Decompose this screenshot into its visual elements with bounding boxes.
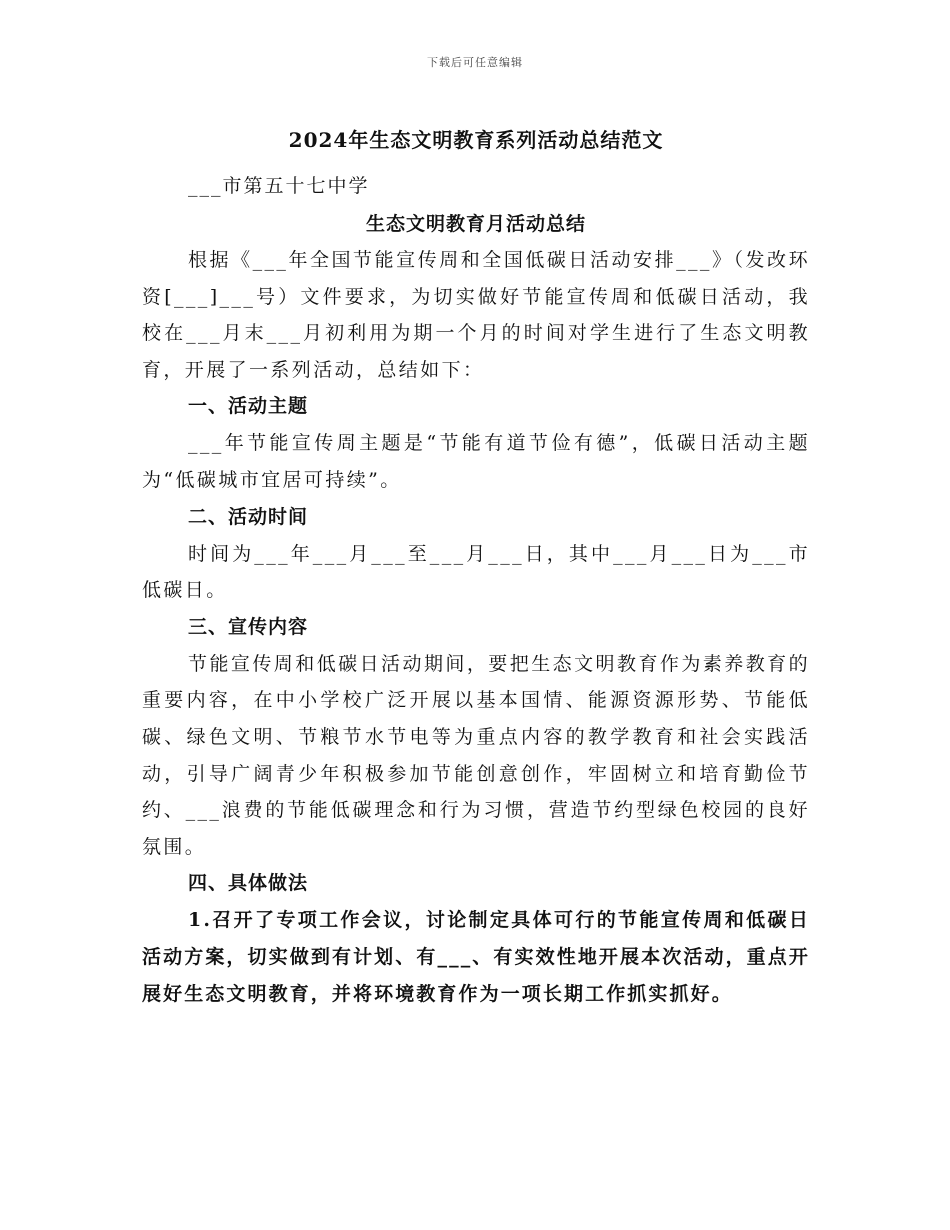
section-body-theme: ___年节能宣传周主题是“节能有道节俭有德”，低碳日活动主题为“低碳城市宜居可持续”。 <box>142 432 810 491</box>
section-body-time: 时间为___年___月___至___月___日，其中___月___日为___市低碳日。 <box>142 542 810 602</box>
school-name: ___市第五十七中学 <box>188 175 370 197</box>
section-heading-theme: 一、活动主题 <box>188 395 309 418</box>
section-body-methods: 1.召开了专项工作会议，讨论制定具体可行的节能宣传周和低碳日活动方案，切实做到有计划、有___、有实效性地开展本次活动，重点开展好生态文明教育，并将环境教育作为一项长期工作抓实抓好。 <box>142 909 810 1006</box>
section-body-content: 节能宣传周和低碳日活动期间，要把生态文明教育作为素养教育的重要内容，在中小学校广泛开展以基本国情、能源资源形势、节能低碳、绿色文明、节粮节水节电等为重点内容的教学教育和社会实践活动，引导广阔青少年积极参加节能创意创作，牢固树立和培育勤俭节约、___浪费的节能低碳理念和行为习惯，营造节约型绿色校园的良好氛围。 <box>142 652 810 858</box>
intro-paragraph: 根据《___年全国节能宣传周和全国低碳日活动安排___》（发改环资[___]___号）文件要求，为切实做好节能宣传周和低碳日活动，我校在___月末___月初利用为期一个月的时间对学生进行了生态文明教育，开展了一系列活动，总结如下： <box>142 249 810 381</box>
section-heading-content: 三、宣传内容 <box>188 615 309 638</box>
header-note: 下载后可任意编辑 <box>427 56 523 69</box>
section-heading-methods: 四、具体做法 <box>188 872 309 895</box>
section-heading-time: 二、活动时间 <box>188 505 309 528</box>
document-title: 2024年生态文明教育系列活动总结范文 <box>288 128 664 152</box>
document-body <box>142 122 810 1013</box>
document-subtitle: 生态文明教育月活动总结 <box>365 213 586 235</box>
